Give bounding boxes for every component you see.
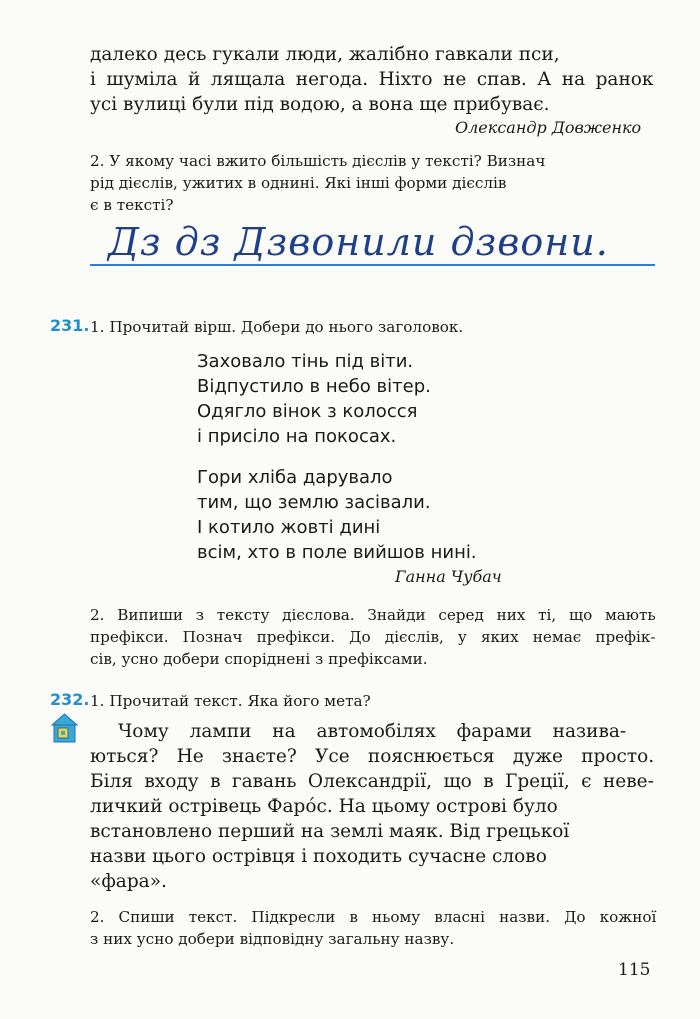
text-line: ються? Не знаєте? Усе пояснюється дуже просто.: [90, 746, 655, 767]
task-line: сів, усно добери споріднені з префіксами.: [90, 650, 428, 668]
poem-line: тим, що землю засівали.: [197, 492, 431, 513]
author-dovzhenko: Олександр Довженко: [455, 118, 642, 137]
task-line: 2. Випиши з тексту дієслова. Знайди серед них ті, що мають: [90, 606, 656, 624]
task-line: рід дієслів, ужитих в однині. Які інші форми дієслів: [90, 174, 507, 192]
task-line: є в тексті?: [90, 196, 174, 214]
text-line: встановлено перший на землі маяк. Від грецької: [90, 821, 570, 842]
exercise-number-232: 232.: [50, 690, 90, 709]
task-line: префікси. Познач префікси. До дієслів, у яких немає префік-: [90, 628, 656, 646]
exercise-232-instruction: [90, 690, 656, 712]
poem-line: Гори хліба дарувало: [197, 467, 393, 488]
poem-line: і присіло на покосах.: [197, 426, 397, 447]
task-line: з них усно добери відповідну загальну назву.: [90, 930, 455, 948]
text-line: «фара».: [90, 871, 167, 892]
text-line: назви цього острівця і походить сучасне слово: [90, 846, 547, 867]
poem-line: І котило жовті дині: [197, 517, 381, 538]
text-line: і шуміла й лящала негода. Ніхто не спав. А на ранок: [90, 69, 654, 90]
text-line: усі вулиці були під водою, а вона ще прибуває.: [90, 94, 550, 115]
poem-line: всім, хто в поле вийшов нині.: [197, 542, 477, 563]
text-line: Чому лампи на автомобілях фарами назива-: [118, 721, 627, 742]
top-paragraph: [90, 42, 654, 117]
exercise-231-instruction: [90, 316, 656, 338]
text-line: Біля входу в гавань Олександрії, що в Греції, є неве-: [90, 771, 654, 792]
handwriting-sample: Дз дз Дзвонили дзвони.: [108, 220, 609, 264]
exercise-232-text: [90, 719, 654, 894]
page-number: 115: [618, 960, 651, 980]
task-top: [90, 150, 656, 216]
instruction-line: 1. Прочитай вірш. Добери до нього заголовок.: [90, 318, 464, 336]
exercise-232-task2: [90, 906, 656, 950]
poem-line: Одягло вінок з колосся: [197, 401, 418, 422]
author-chubach: Ганна Чубач: [395, 567, 502, 586]
exercise-231-task2: [90, 604, 656, 670]
instruction-line: 1. Прочитай текст. Яка його мета?: [90, 692, 371, 710]
task-line: 2. Спиши текст. Підкресли в ньому власні назви. До кожної: [90, 908, 657, 926]
poem-stanza-1: [197, 349, 431, 449]
poem-line: Відпустило в небо вітер.: [197, 376, 431, 397]
handwriting-baseline: [90, 264, 655, 266]
text-line: далеко десь гукали люди, жалібно гавкали пси,: [90, 44, 560, 65]
exercise-number-231: 231.: [50, 316, 90, 335]
house-icon: [51, 713, 78, 743]
poem-stanza-2: [197, 465, 477, 565]
poem-line: Заховало тінь під віти.: [197, 351, 414, 372]
text-line: личкий острівець Фарóс. На цьому острові було: [90, 796, 558, 817]
task-line: 2. У якому часі вжито більшість дієслів у тексті? Визнач: [90, 152, 546, 170]
